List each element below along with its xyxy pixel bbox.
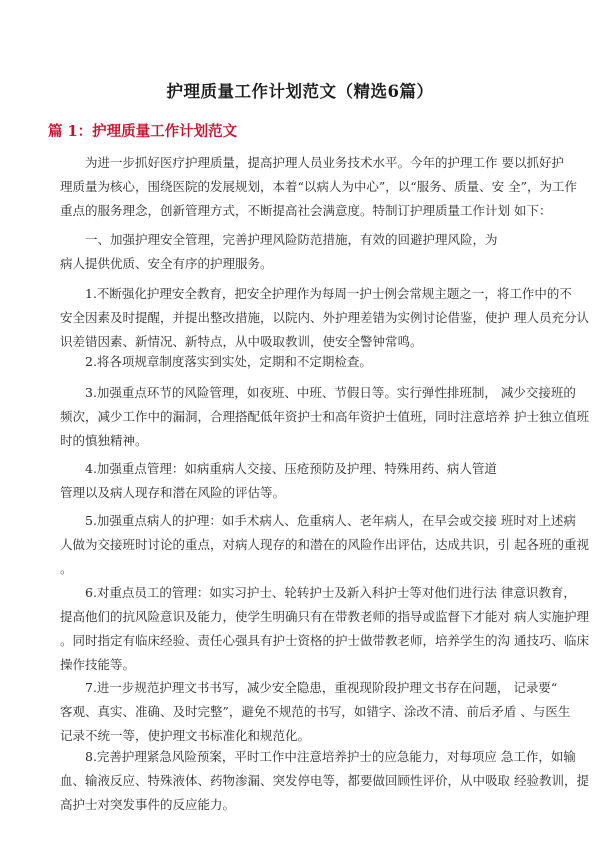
paragraph-section-one (60, 228, 556, 276)
paragraph-line: 重点的服务理念，创新管理方式，不断提高社会满意度。特制订护理质量工作计划 如下： (60, 203, 552, 218)
paragraph-line: 提高他们的抗风险意识及能力，使学生明确只有在带教老师的指导或监督下才能对 病人实施护理 (60, 609, 589, 624)
paragraph-item-2 (60, 350, 556, 374)
paragraph-item-1 (60, 282, 589, 354)
paragraph-item-8 (60, 745, 589, 817)
paragraph-line: 操作技能等。 (60, 657, 136, 672)
paragraph-line: 4.加强重点管理：如病重病人交接、压疮预防及护理、特殊用药、病人管道 (85, 461, 497, 476)
paragraph-line: 病人提供优质、安全有序的护理服务。 (60, 256, 273, 271)
paragraph-line: 人做为交接班时讨论的重点，对病人现存的和潜在的风险作出评估，达成共识，引 起各班的重视 (60, 537, 589, 552)
paragraph-line: 6.对重点员工的管理：如实习护士、轮转护士及新入科护士等对他们进行法 律意识教育， (85, 585, 576, 600)
paragraph-line: 血、输液反应、特殊液体、药物渗漏、突发停电等，都要做回顾性评价，从中吸取 经验教训，提 (60, 773, 589, 788)
paragraph-line: 。 (60, 561, 73, 576)
paragraph-line: 高护士对突发事件的反应能力。 (60, 797, 236, 812)
paragraph-line: 为进一步抓好医疗护理质量，提高护理人员业务技术水平。今年的护理工作 要以抓好护 (85, 155, 564, 170)
paragraph-line: 识差错因素、新情况、新特点，从中吸取教训，使安全警钟常鸣。 (60, 334, 423, 349)
paragraph-line: 时的慎独精神。 (60, 433, 148, 448)
paragraph-line: 理质量为核心，围绕医院的发展规划，本着“以病人为中心”，以“服务、质量、安 全”，为工作 (60, 179, 578, 194)
section-heading: 篇 1：护理质量工作计划范文 (48, 123, 238, 140)
paragraph-line: 客观、真实、准确、及时完整”，避免不规范的书写，如错字、涂改不清、前后矛盾 、与医生 (60, 704, 571, 719)
document-title: 护理质量工作计划范文（精选6篇） (166, 82, 434, 101)
paragraph-item-6 (60, 581, 589, 677)
paragraph-line: 2.将各项规章制度落实到实处，定期和不定期检查。 (85, 354, 372, 369)
paragraph-line: 3.加强重点环节的风险管理，如夜班、中班、节假日等。实行弹性排班制， 减少交接班的 (85, 385, 576, 400)
paragraph-line: 管理以及病人现存和潜在风险的评估等。 (60, 485, 286, 500)
paragraph-intro (60, 151, 578, 223)
paragraph-line: 7.进一步规范护理文书书写，减少安全隐患，重视现阶段护理文书存在问题， 记录要“ (85, 680, 558, 695)
paragraph-item-7 (60, 676, 571, 748)
paragraph-line: 安全因素及时提醒，并提出整改措施，以院内、外护理差错为实例讨论借鉴，使护 理人员充分认 (60, 310, 589, 325)
paragraph-item-3 (60, 381, 589, 453)
paragraph-line: 一、加强护理安全管理，完善护理风险防范措施，有效的回避护理风险，为 (85, 232, 498, 247)
paragraph-line: 频次，减少工作中的漏洞，合理搭配低年资护士和高年资护士值班，同时注意培养 护士独立值班 (60, 409, 589, 424)
paragraph-line: 记录不统一等，使护理文书标准化和规范化。 (60, 728, 311, 743)
paragraph-item-5 (60, 509, 589, 581)
paragraph-item-4 (60, 457, 556, 505)
paragraph-line: 。同时指定有临床经验、责任心强具有护士资格的护士做带教老师，培养学生的沟 通技巧、临床 (60, 633, 589, 648)
paragraph-line: 8.完善护理紧急风险预案，平时工作中注意培养护士的应急能力，对每项应 急工作，如输 (85, 749, 576, 764)
paragraph-line: 5.加强重点病人的护理：如手术病人、危重病人、老年病人，在早会或交接 班时对上述病 (85, 513, 576, 528)
paragraph-line: 1.不断强化护理安全教育，把安全护理作为每周一护士例会常规主题之一，将工作中的不 (85, 286, 572, 301)
